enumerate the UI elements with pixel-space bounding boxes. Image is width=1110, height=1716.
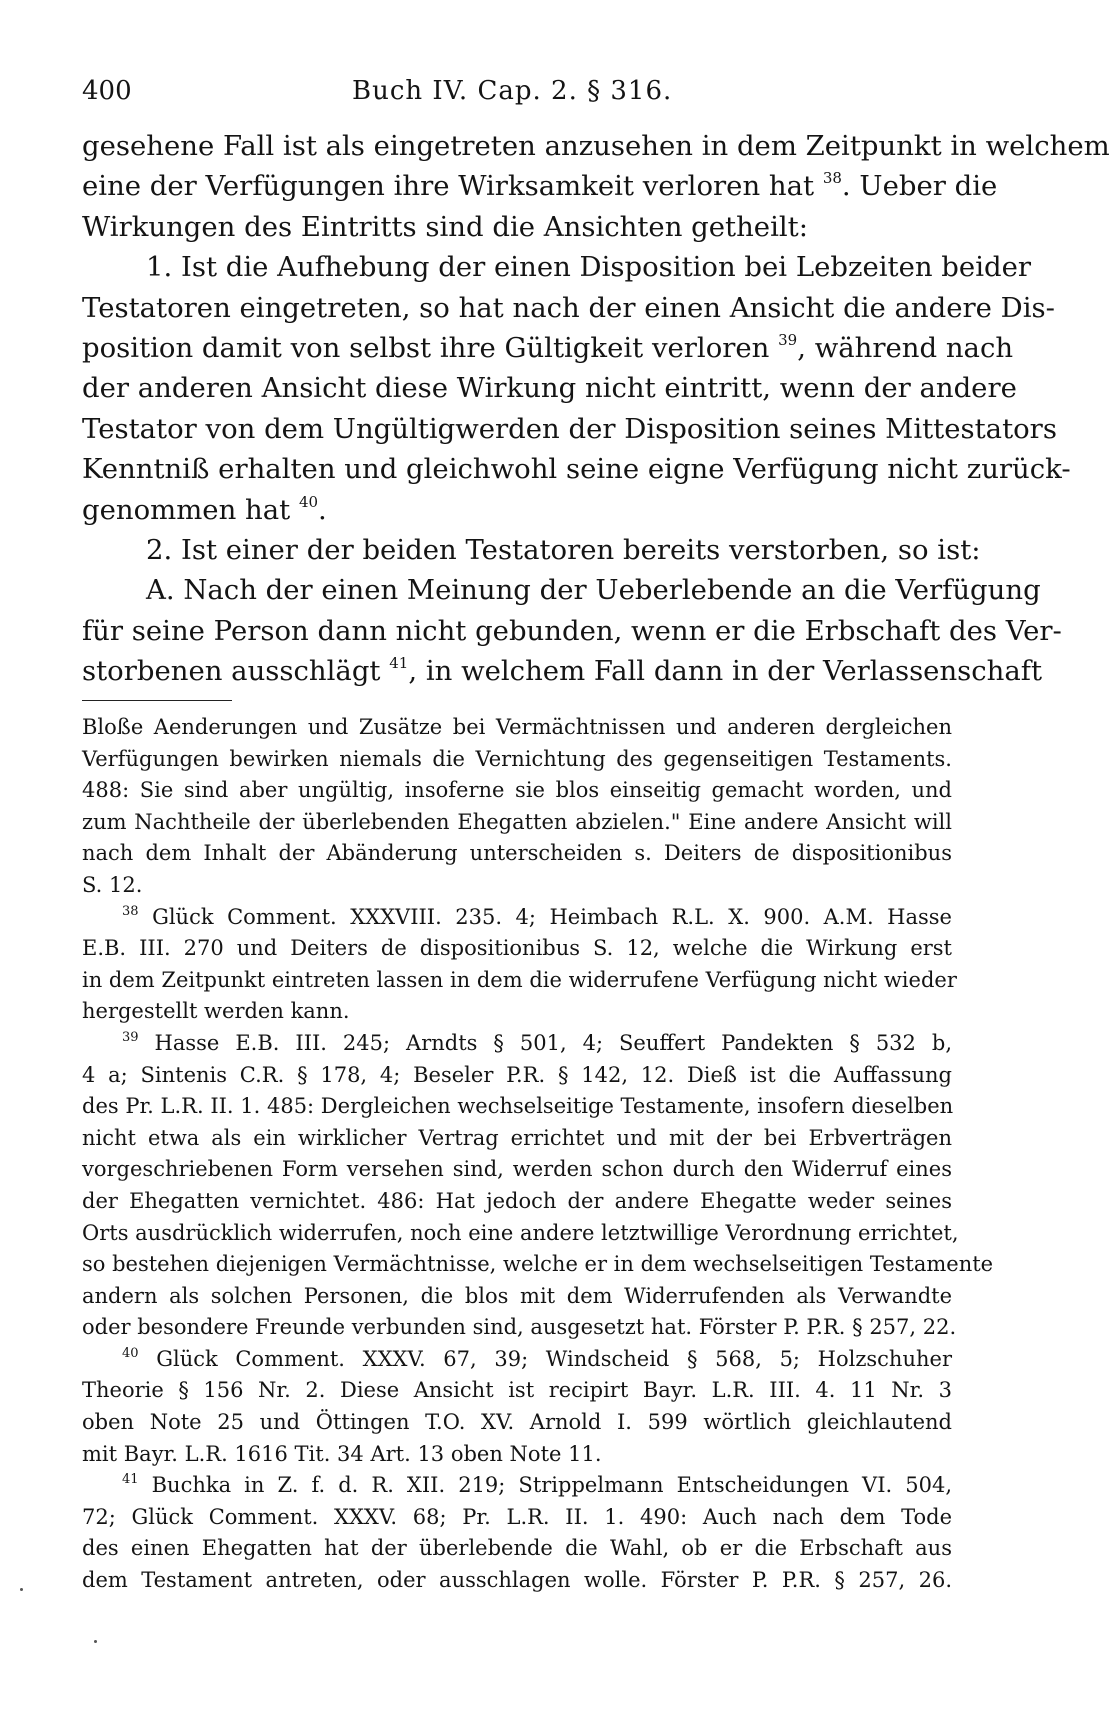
footnote-ref-40: 40 xyxy=(298,492,319,511)
footnote-line: der Ehegatten vernichtet. 486: Hat jedoch der andere Ehegatte weder seines xyxy=(82,1188,952,1213)
text-line: Testator von dem Ungültigwerden der Disposition seines Mittestators xyxy=(82,412,1057,445)
paper-speck xyxy=(20,1588,23,1591)
footnote-ref-38: 38 xyxy=(822,169,842,188)
paper-speck xyxy=(94,1640,97,1643)
footnote-line: oben Note 25 und Öttingen T.O. XV. Arnold I. 599 wörtlich gleichlautend xyxy=(82,1410,952,1435)
footnote-line: zum Nachtheile der überlebenden Ehegatten abzielen." Eine andere Ansicht will xyxy=(82,809,952,834)
footnote-line: des Pr. L.R. II. 1. 485: Dergleichen wechselseitige Testamente, insofern dieselben xyxy=(82,1094,954,1119)
text-line: Kenntniß erhalten und gleichwohl seine eigne Verfügung nicht zurück- xyxy=(82,453,1071,486)
footnote-line: vorgeschriebenen Form versehen sind, werden schon durch den Widerruf eines xyxy=(82,1157,952,1182)
footnote-line: Theorie § 156 Nr. 2. Diese Ansicht ist recipirt Bayr. L.R. III. 4. 11 Nr. 3 xyxy=(82,1378,952,1403)
footnote-marker-38: 38 xyxy=(122,903,139,919)
footnote-line: 488: Sie sind aber ungültig, insoferne sie blos einseitig gemacht worden, und xyxy=(82,778,952,803)
text-line: genommen hat $^{40}$. xyxy=(82,492,327,526)
footnote-ref-41: 41 xyxy=(389,654,409,673)
text-line: eine der Verfügungen ihre Wirksamkeit verloren hat $^{38}$. Ueber die xyxy=(82,169,998,203)
footnote-line: mit Bayr. L.R. 1616 Tit. 34 Art. 13 oben Note 11. xyxy=(82,1441,602,1466)
text-line: position damit von selbst ihre Gültigkeit verloren $^{39}$, während nach xyxy=(82,330,1014,364)
footnote-line: S. 12. xyxy=(82,872,143,897)
running-head: Buch IV. Cap. 2. § 316. xyxy=(352,76,673,106)
footnote-line: so bestehen diejenigen Vermächtnisse, welche er in dem wechselseitigen Testamente xyxy=(82,1252,994,1277)
text-line: 2. Ist einer der beiden Testatoren bereits verstorben, so ist: xyxy=(146,533,981,566)
footnote-line: andern als solchen Personen, die blos mit dem Widerrufenden als Verwandte xyxy=(82,1283,952,1308)
footnote-line: Orts ausdrücklich widerrufen, noch eine andere letztwillige Verordnung errichtet, xyxy=(82,1220,959,1245)
text-line: für seine Person dann nicht gebunden, wenn er die Erbschaft des Ver- xyxy=(82,614,1062,647)
footnote-line: 72; Glück Comment. XXXV. 68; Pr. L.R. II. 1. 490: Auch nach dem Tode xyxy=(82,1504,952,1529)
footnote-marker-40: 40 xyxy=(122,1345,139,1361)
page-number: 400 xyxy=(82,76,132,106)
footnote-line: nach dem Inhalt der Abänderung unterscheiden s. Deiters de dispositionibus xyxy=(82,841,952,866)
text-line: storbenen ausschlägt $^{41}$, in welchem Fall dann in der Verlassenschaft xyxy=(82,654,1043,688)
footnote-line: in dem Zeitpunkt eintreten lassen in dem die widerrufene Verfügung nicht wieder xyxy=(82,967,957,992)
page-header xyxy=(82,70,952,114)
footnotes xyxy=(82,712,994,1597)
footnote-line: Verfügungen bewirken niemals die Vernichtung des gegenseitigen Testaments. xyxy=(82,746,952,771)
footnote-line: Bloße Aenderungen und Zusätze bei Vermächtnissen und anderen dergleichen xyxy=(82,715,952,739)
text-line: Testatoren eingetreten, so hat nach der einen Ansicht die andere Dis- xyxy=(82,291,1055,324)
text-line: Wirkungen des Eintritts sind die Ansichten getheilt: xyxy=(82,210,808,243)
footnote-marker-41: 41 xyxy=(122,1472,139,1488)
footnote-line: oder besondere Freunde verbunden sind, ausgesetzt hat. Förster P. P.R. § 257, 22. xyxy=(82,1315,957,1340)
text-line: gesehene Fall ist als eingetreten anzusehen in dem Zeitpunkt in welchem xyxy=(82,130,1110,162)
footnote-line: 4 a; Sintenis C.R. § 178, 4; Beseler P.R. § 142, 12. Dieß ist die Auffassung xyxy=(82,1062,952,1087)
footnote-marker-39: 39 xyxy=(122,1029,139,1045)
main-text xyxy=(82,126,1110,691)
text-line: A. Nach der einen Meinung der Ueberlebende an die Verfügung xyxy=(146,574,1041,607)
footnote-40: $^{40}$ Glück Comment. XXXV. 67, 39; Windscheid § 568, 5; Holzschuher xyxy=(122,1345,952,1371)
footnote-separator xyxy=(82,700,232,701)
footnote-ref-39: 39 xyxy=(778,330,798,349)
footnote-38: $^{38}$ Glück Comment. XXXVIII. 235. 4; Heimbach R.L. X. 900. A.M. Hasse xyxy=(122,903,952,929)
footnote-line: E.B. III. 270 und Deiters de dispositionibus S. 12, welche die Wirkung erst xyxy=(82,936,952,961)
footnote-line: hergestellt werden kann. xyxy=(82,999,350,1024)
text-line: 1. Ist die Aufhebung der einen Disposition bei Lebzeiten beider xyxy=(146,251,1032,284)
footnote-line: des einen Ehegatten hat der überlebende die Wahl, ob er die Erbschaft aus xyxy=(82,1536,952,1561)
footnote-line: nicht etwa als ein wirklicher Vertrag errichtet und mit der bei Erbverträgen xyxy=(82,1125,952,1150)
text-line: der anderen Ansicht diese Wirkung nicht eintritt, wenn der andere xyxy=(82,372,1017,405)
footnote-line: dem Testament antreten, oder ausschlagen wolle. Förster P. P.R. § 257, 26. xyxy=(82,1568,952,1593)
footnote-39: $^{39}$ Hasse E.B. III. 245; Arndts § 501, 4; Seuffert Pandekten § 532 b, xyxy=(122,1029,952,1055)
footnote-41: $^{41}$ Buchka in Z. f. d. R. XII. 219; Strippelmann Entscheidungen VI. 504, xyxy=(122,1472,953,1498)
